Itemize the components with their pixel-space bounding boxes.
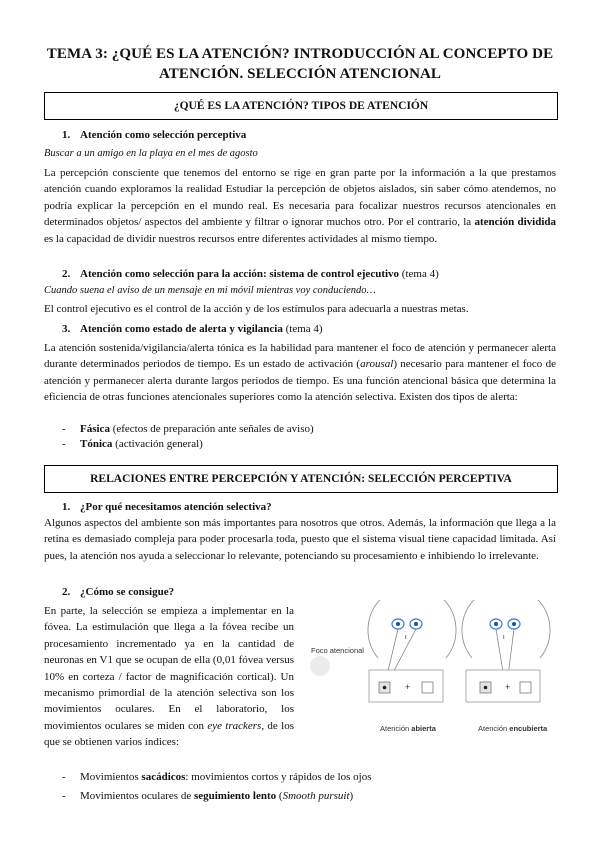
item-title: Atención como selección para la acción: sistema de control ejecutivo [80,268,400,280]
item-heading-seleccion-perceptiva [62,128,246,142]
bullet-seguimiento-lento: - Movimientos oculares de seguimiento lento (Smooth pursuit) [62,790,354,802]
item-heading-alerta-vigilancia [62,322,323,336]
plus-sign-right: + [505,682,511,692]
example-text: Cuando suena el aviso de un mensaje en mi móvil mientras voy conduciendo… [44,285,376,296]
head-outline [368,600,456,658]
head-outline [462,600,550,658]
bullet-sacadicos: - Movimientos sacádicos: movimientos cortos y rápidos de los ojos [62,771,372,783]
item-number: 2. [62,268,71,280]
item-note: (tema 4) [282,323,323,335]
section-heading-tipos-atencion: ¿QUÉ ES LA ATENCIÓN? TIPOS DE ATENCIÓN [44,92,558,120]
figure-caption-abierta: Atención abierta [380,724,436,733]
page-title: TEMA 3: ¿QUÉ ES LA ATENCIÓN? INTRODUCCIÓN AL CONCEPTO DE ATENCIÓN. SELECCIÓN ATENCIONAL [46,46,554,82]
cue-box-unattended [520,682,531,693]
focus-spot-icon [310,656,330,676]
paragraph-seleccion-perceptiva: La percepción consciente que tenemos del entorno se rige en gran parte por la información a la que prestamos atención cuando exploramos la realidad Estudiar la percepción de objetos aislados, sin saber cómo atendemos, no podría explicar la percepción en el mundo real. Es necesaria para focalizar nuestros recursos atencionales en determinados objetos/ aspectos del ambiente y filtrar o ignorar muchos otro. Por el contrario, la atención dividida es la capacidad de dividir nuestros recursos entre diferentes actividades al mismo tiempo. [44,167,556,245]
paragraph-como-se-consigue: En parte, la selección se empieza a implementar en la fóvea. La estimulación que llega a la fóvea recibe un procesamiento incrementado ya en la cantidad de neuronas en V1 que se ocupan de ella (0,01 fóvea versus 10% en corteza / factor de magnificación cortical). Un mecanismo primordial de la atención selectiva son los movimientos oculares. En el laboratorio, los movimientos oculares se miden con eye trackers, de los que se obtienen varios índices: [44,605,294,749]
item-heading-como-se-consigue [62,585,174,599]
item-title: ¿Cómo se consigue? [80,586,175,598]
bullet-tonica: - Tónica (activación general) [62,438,203,450]
paragraph-alerta-vigilancia: La atención sostenida/vigilancia/alerta tónica es la habilidad para mantener el foco de atención y permanecer alerta durante determinados periodos de tiempo. Es un estado de activación (arousal) necesario para mantener el foco de atención y permanecer alerta durante largos periodos de tiempo. Es una función atencional básica que determina la eficiencia de otras funciones atencionales superiores como la atención selectiva. Existen dos tipos de alerta: [44,342,556,404]
item-title: ¿Por qué necesitamos atención selectiva? [80,501,272,513]
bullet-fasica: - Fásica (efectos de preparación ante señales de aviso) [62,423,314,435]
cue-box-unattended [422,682,433,693]
svg-text:ι: ι [405,634,407,641]
item-number: 2. [62,586,71,598]
item-note: (tema 4) [399,268,439,280]
item-title: Atención como estado de alerta y vigilancia [80,323,283,335]
figure-caption-encubierta: Atención encubierta [478,724,548,733]
plus-sign-left: + [405,682,411,692]
item-number: 3. [62,323,71,335]
paragraph-por-que: Algunos aspectos del ambiente son más importantes para nosotros que otros. Además, la información que llega a la retina es demasiado compleja para poder procesarla toda, puesto que el sistema visual tiene capacidad limitada. Así pues, la atención nos ayuda a seleccionar lo relevante, potenciando su procesamiento e inhibiendo lo irrelevante. [44,517,556,562]
item-number: 1. [62,129,71,141]
item-number: 1. [62,501,71,513]
section-heading-seleccion-perceptiva: RELACIONES ENTRE PERCEPCIÓN Y ATENCIÓN: SELECCIÓN PERCEPTIVA [44,465,558,493]
item-title: Atención como selección perceptiva [80,129,247,141]
overt-attention-panel [368,600,456,702]
figure-label-foco-atencional: Foco atencional [311,646,364,655]
paragraph-control-ejecutivo: El control ejecutivo es el control de la acción y de los estímulos para adecuarla a nuestras metas. [44,303,469,315]
example-text: Buscar a un amigo en la playa en el mes de agosto [44,148,258,159]
item-heading-control-ejecutivo [62,267,439,281]
item-heading-por-que [62,500,272,514]
svg-text:ι: ι [503,634,505,641]
